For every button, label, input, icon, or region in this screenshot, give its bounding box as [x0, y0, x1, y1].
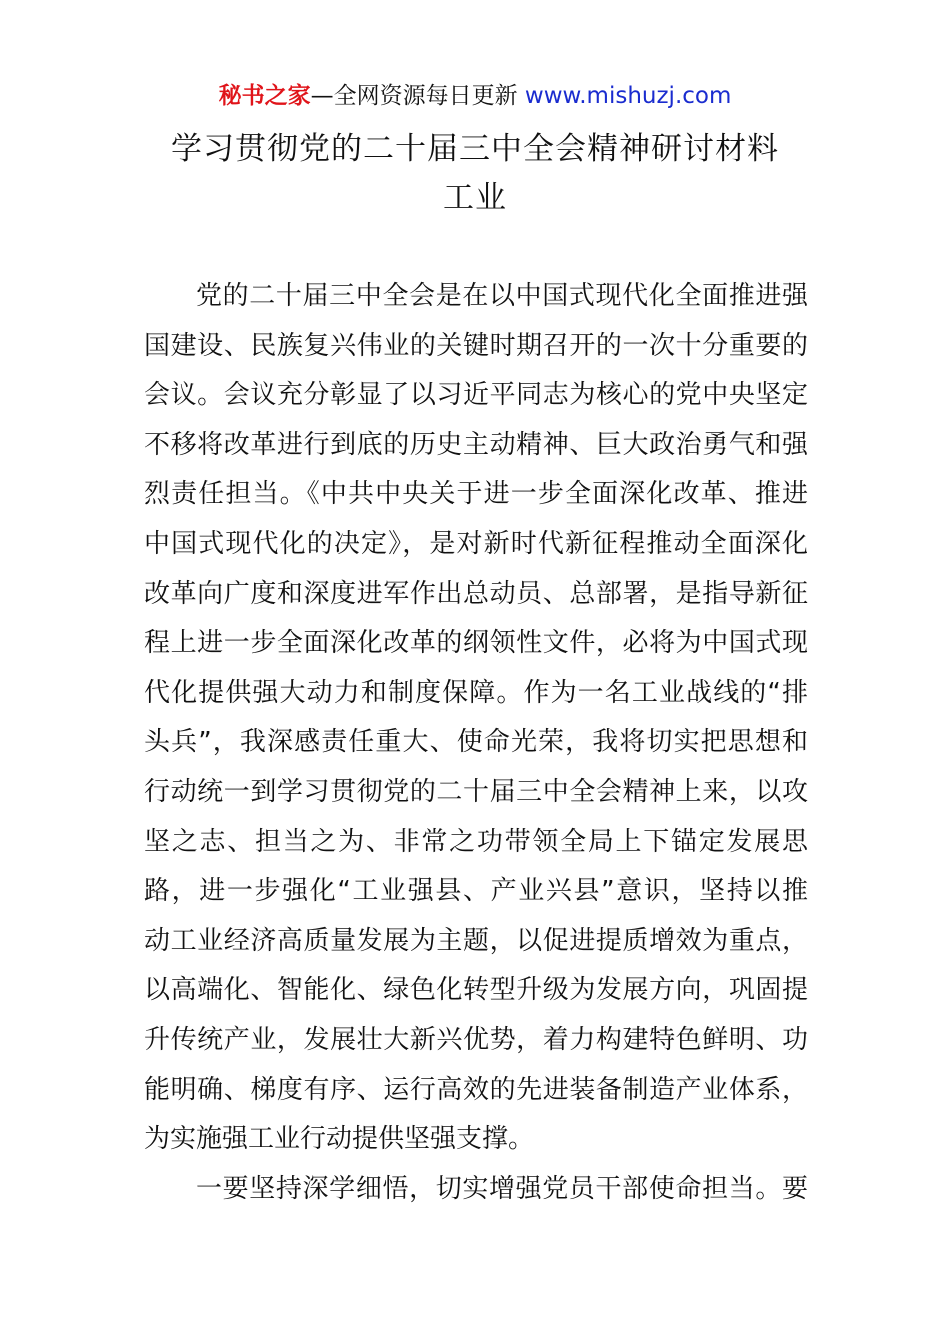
body-line: 改革向广度和深度进军作出总动员、总部署，是指导新征 — [144, 578, 808, 609]
body-line: 会议。会议充分彰显了以习近平同志为核心的党中央坚定 — [144, 380, 808, 411]
body-line: 动工业经济高质量发展为主题，以促进提质增效为重点， — [144, 925, 808, 956]
body-line: 烈责任担当。《中共中央关于进一步全面深化改革、推进 — [144, 479, 808, 510]
body-line: 路，进一步强化“工业强县、产业兴县”意识，坚持以推 — [144, 876, 808, 907]
body-line: 中国式现代化的决定》，是对新时代新征程推动全面深化 — [144, 528, 808, 559]
document-subtitle: 工业 — [443, 180, 507, 216]
body-line: 代化提供强大动力和制度保障。作为一名工业战线的“排 — [144, 677, 808, 708]
body-line: 能明确、梯度有序、运行高效的先进装备制造产业体系， — [144, 1074, 808, 1105]
body-line: 一要坚持深学细悟，切实增强党员干部使命担当。要 — [196, 1173, 808, 1204]
body-line: 国建设、民族复兴伟业的关键时期召开的一次十分重要的 — [144, 330, 808, 361]
body-line: 以高端化、智能化、绿色化转型升级为发展方向，巩固提 — [144, 975, 808, 1006]
website-link[interactable]: www.mishuzj.com — [524, 83, 732, 109]
body-line: 为实施强工业行动提供坚强支撑。 — [144, 1124, 535, 1155]
body-line: 行动统一到学习贯彻党的二十届三中全会精神上来，以攻 — [144, 776, 808, 807]
header-tagline: —全网资源每日更新 — [310, 83, 518, 109]
document-title: 学习贯彻党的二十届三中全会精神研讨材料 — [171, 131, 779, 167]
watermark-header — [0, 80, 950, 112]
body-line: 程上进一步全面深化改革的纲领性文件，必将为中国式现 — [144, 628, 808, 659]
body-line: 升传统产业，发展壮大新兴优势，着力构建特色鲜明、功 — [144, 1024, 808, 1055]
body-line: 不移将改革进行到底的历史主动精神、巨大政治勇气和强 — [144, 429, 808, 460]
body-line: 头兵”，我深感责任重大、使命光荣，我将切实把思想和 — [144, 727, 808, 758]
document-body — [144, 272, 808, 1214]
body-line: 坚之志、担当之为、非常之功带领全局上下锚定发展思 — [144, 826, 808, 857]
brand-name: 秘书之家 — [218, 83, 311, 109]
body-line: 党的二十届三中全会是在以中国式现代化全面推进强 — [196, 281, 808, 311]
